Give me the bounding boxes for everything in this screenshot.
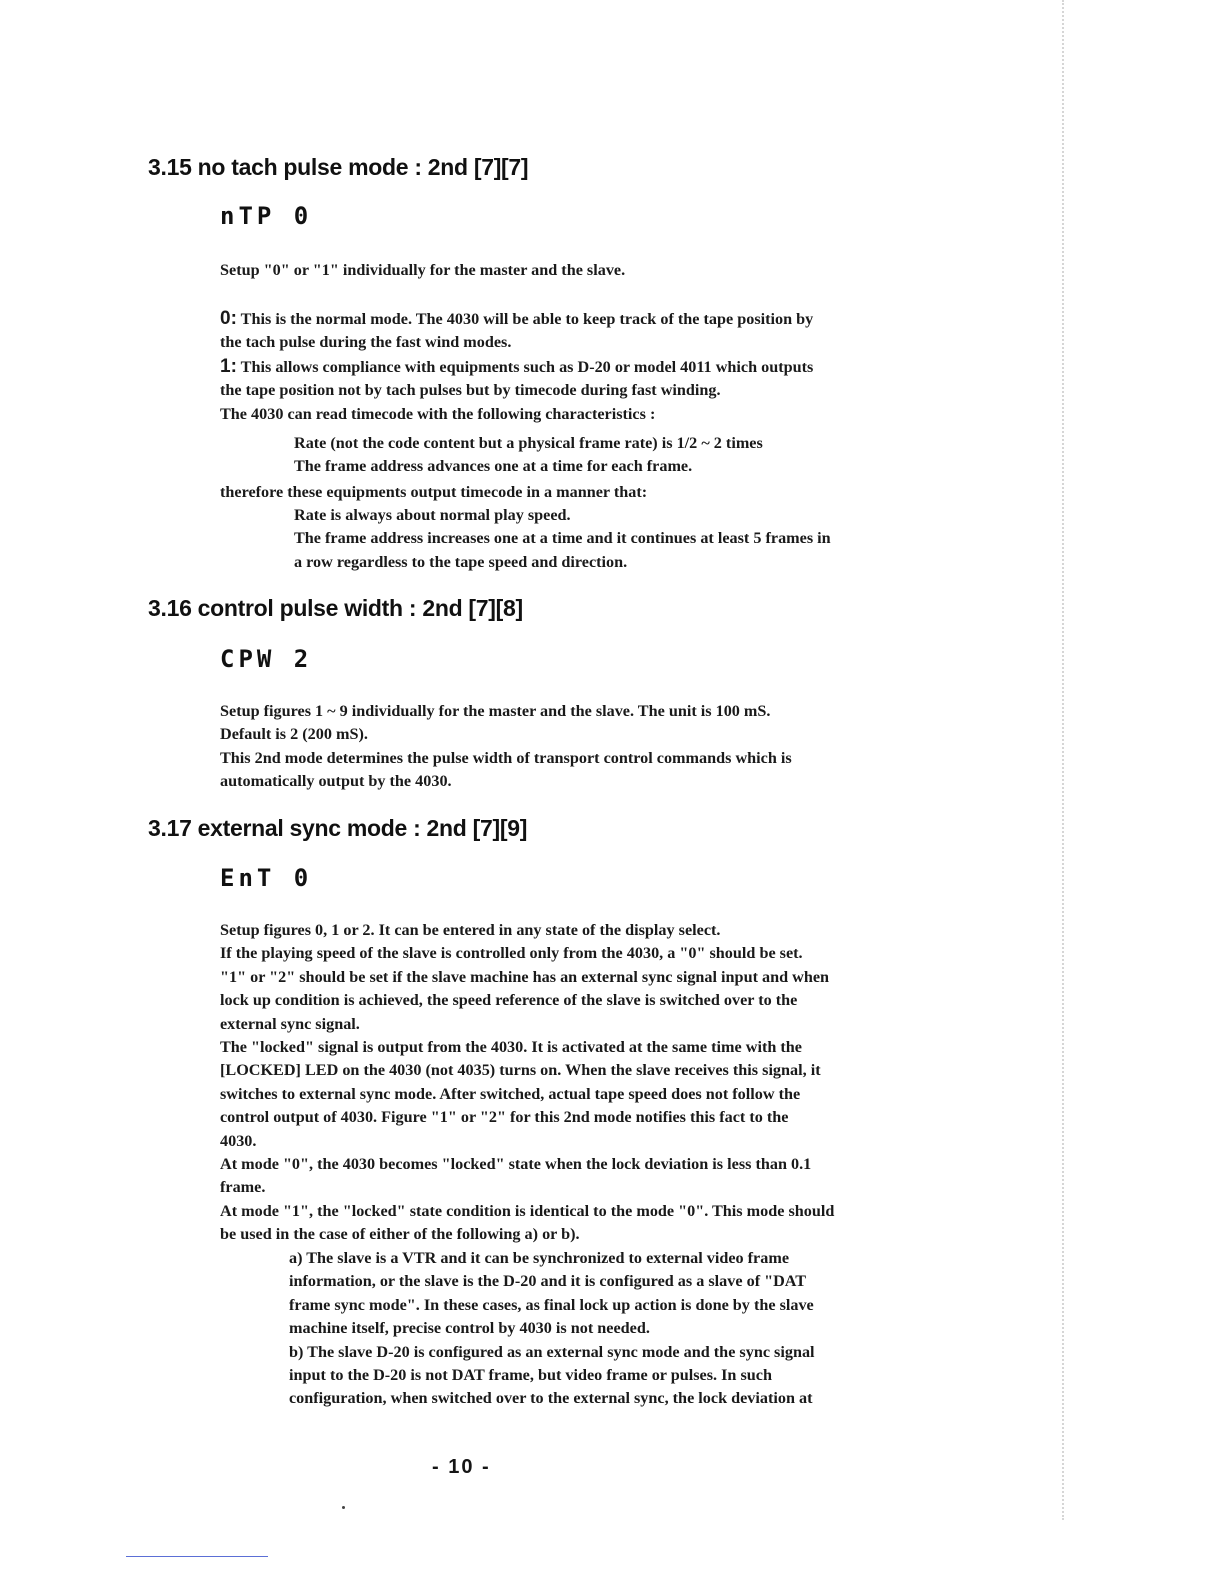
text-3-16 xyxy=(220,700,970,794)
text-line: switches to external sync mode. After switched, actual tape speed does not follow the xyxy=(220,1084,801,1103)
text-line: Setup figures 0, 1 or 2. It can be entered in any state of the display select. xyxy=(220,921,721,939)
bottom-rule xyxy=(126,1556,268,1557)
read-intro: The 4030 can read timecode with the following characteristics : xyxy=(220,404,656,423)
text-line: a) The slave is a VTR and it can be synchronized to external video frame xyxy=(289,1249,790,1267)
text-line: lock up condition is achieved, the speed reference of the slave is switched over to the xyxy=(220,991,798,1010)
text-line: configuration, when switched over to the external sync, the lock deviation at xyxy=(289,1389,813,1408)
text-line xyxy=(220,355,970,379)
text-line: At mode "1", the "locked" state condition is identical to the mode "0". This mode should xyxy=(220,1201,835,1220)
text-line: This 2nd mode determines the pulse width of transport control commands which is xyxy=(220,748,792,767)
text-line: "1" or "2" should be set if the slave machine has an external sync signal input and when xyxy=(220,967,830,986)
text-line: Setup figures 1 ~ 9 individually for the master and the slave. The unit is 100 mS. xyxy=(220,702,771,720)
text-line: [LOCKED] LED on the 4030 (not 4035) turns on. When the slave receives this signal, it xyxy=(220,1061,821,1080)
scan-edge-dotted-line xyxy=(1062,0,1064,1520)
text-line: external sync signal. xyxy=(220,1014,360,1033)
text-line: be used in the case of either of the following a) or b). xyxy=(220,1225,580,1244)
text-line: Default is 2 (200 mS). xyxy=(220,725,368,744)
text-line: The "locked" signal is output from the 4030. It is activated at the same time with the xyxy=(220,1038,802,1057)
option-1-line-2: the tape position not by tach pulses but by timecode during fast winding. xyxy=(220,381,721,400)
output-char-2-line-2: a row regardless to the tape speed and direction. xyxy=(294,552,628,571)
lcd-display-ent: EnT 0 xyxy=(220,864,313,892)
case-a-text xyxy=(289,1247,970,1411)
text-3-17 xyxy=(220,919,970,1247)
text-line xyxy=(220,307,970,331)
text-line: At mode "0", the 4030 becomes "locked" state when the lock deviation is less than 0.1 xyxy=(220,1155,812,1174)
text-line: automatically output by the 4030. xyxy=(220,772,452,791)
page-number: - 10 - xyxy=(432,1456,491,1478)
text-line: control output of 4030. Figure "1" or "2" for this 2nd mode notifies this fact to the xyxy=(220,1108,789,1127)
therefore-text xyxy=(220,481,970,504)
output-characteristics xyxy=(294,504,970,574)
option-1-mark: 1: xyxy=(220,355,237,377)
output-char-1: Rate is always about normal play speed. xyxy=(294,506,571,524)
text-line: information, or the slave is the D-20 and it is configured as a slave of "DAT xyxy=(289,1272,807,1291)
scan-speck xyxy=(342,1506,345,1509)
option-0-mark: 0: xyxy=(220,308,237,329)
section-heading-3-15: 3.15 no tach pulse mode : 2nd [7][7] xyxy=(148,154,529,180)
setup-text-3-15 xyxy=(220,259,970,282)
text-line: frame sync mode". In these cases, as final lock up action is done by the slave xyxy=(289,1295,814,1314)
text-line: therefore these equipments output timecode in a manner that: xyxy=(220,483,648,501)
text-line: machine itself, precise control by 4030 is not needed. xyxy=(289,1319,650,1338)
characteristic-1: Rate (not the code content but a physical frame rate) is 1/2 ~ 2 times xyxy=(294,434,763,452)
characteristic-2: The frame address advances one at a time for each frame. xyxy=(294,457,693,476)
text-line: Setup "0" or "1" individually for the master and the slave. xyxy=(220,261,626,279)
lcd-display-cpw: CPW 2 xyxy=(220,645,313,673)
read-characteristics xyxy=(294,432,970,479)
text-line: input to the D-20 is not DAT frame, but video frame or pulses. In such xyxy=(289,1366,772,1385)
text-line: frame. xyxy=(220,1178,266,1197)
option-0-line-1: This is the normal mode. The 4030 will be able to keep track of the tape position by xyxy=(240,310,814,328)
text-line: If the playing speed of the slave is controlled only from the 4030, a "0" should be set. xyxy=(220,944,803,963)
section-heading-3-16: 3.16 control pulse width : 2nd [7][8] xyxy=(148,595,523,621)
option-1-line-1: This allows compliance with equipments such as D-20 or model 4011 which outputs xyxy=(240,357,814,376)
lcd-display-ntp: nTP 0 xyxy=(220,202,313,230)
option-0-line-2: the tach pulse during the fast wind modes. xyxy=(220,333,512,352)
section-heading-3-17: 3.17 external sync mode : 2nd [7][9] xyxy=(148,815,528,841)
option-0-text xyxy=(220,307,970,426)
output-char-2-line-1: The frame address increases one at a time and it continues at least 5 frames in xyxy=(294,529,831,548)
text-line: 4030. xyxy=(220,1131,257,1150)
text-line: b) The slave D-20 is configured as an external sync mode and the sync signal xyxy=(289,1342,815,1361)
